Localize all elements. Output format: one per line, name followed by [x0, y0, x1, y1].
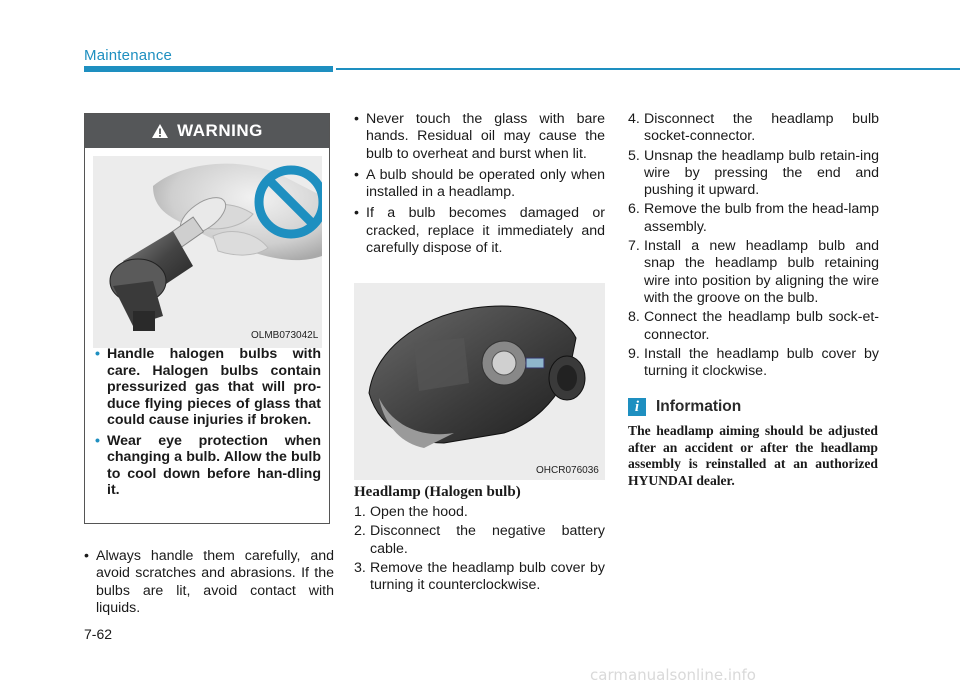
list-item: • Never touch the glass with bare hands. Residual oil may cause the bulb to overheat and burst when lit.	[354, 111, 605, 163]
warning-triangle-icon	[151, 123, 169, 139]
step-number: 9.	[628, 345, 640, 362]
watermark: carmanualsonline.info	[590, 666, 756, 684]
header-rule-thick	[84, 66, 333, 72]
step-number: 2.	[354, 523, 366, 540]
warning-image-code: OLMB073042L	[251, 330, 319, 341]
headlamp-assembly-photo	[354, 283, 605, 480]
left-bullet-list	[84, 548, 334, 621]
step-number: 8.	[628, 309, 640, 326]
step-number: 6.	[628, 201, 640, 218]
headlamp-image-code: OHCR076036	[536, 465, 599, 476]
warning-box	[84, 113, 330, 524]
list-item	[628, 148, 879, 200]
information-title: Information	[656, 398, 742, 415]
information-body: The headlamp aiming should be adjusted after an accident or after the headlamp assembly is reinstalled at an authorized HYUNDAI dealer.	[628, 423, 878, 488]
step-number: 4.	[628, 111, 640, 127]
information-heading	[628, 396, 741, 418]
middle-bullet-list	[354, 111, 605, 261]
header-rule-thin	[336, 68, 960, 70]
procedure-steps-part2	[628, 111, 879, 382]
warning-header	[85, 114, 329, 148]
step-text: Open the hood.	[370, 504, 468, 520]
list-item	[628, 201, 879, 236]
step-number: 5.	[628, 147, 640, 164]
list-item	[628, 238, 879, 307]
warning-bullet-list	[95, 346, 321, 503]
step-text: Disconnect the headlamp bulb socket-connector.	[644, 111, 879, 145]
step-text: Install the headlamp bulb cover by turning it clockwise.	[644, 345, 879, 380]
step-text: Unsnap the headlamp bulb retain-ing wire by pressing the end and pushing it upward.	[644, 147, 879, 199]
warning-bullet: • Handle halogen bulbs with care. Halogen bulbs contain pressurized gas that will pro-duce flying pieces of glass that could cause injuries if broken.	[95, 346, 321, 429]
halogen-bulb-photo	[93, 156, 322, 348]
step-text: Disconnect the negative battery cable.	[370, 523, 605, 557]
step-number: 3.	[354, 559, 366, 576]
list-item	[354, 560, 605, 595]
list-item: • If a bulb becomes damaged or cracked, replace it immediately and carefully dispose of it.	[354, 205, 605, 257]
list-item	[628, 111, 879, 146]
section-title: Maintenance	[84, 47, 173, 64]
list-item	[354, 523, 605, 558]
list-item: • A bulb should be operated only when installed in a headlamp.	[354, 167, 605, 202]
step-number: 7.	[628, 238, 640, 255]
procedure-title: Headlamp (Halogen bulb)	[354, 484, 521, 500]
step-text: Remove the headlamp bulb cover by turning it counterclockwise.	[370, 559, 605, 594]
list-item	[628, 346, 879, 381]
list-item	[628, 309, 879, 344]
step-number: 1.	[354, 504, 366, 520]
information-icon: i	[628, 398, 646, 416]
procedure-steps-part1	[354, 504, 605, 596]
list-item: • Always handle them carefully, and avoid scratches and abrasions. If the bulbs are lit, avoid contact with liquids.	[84, 548, 334, 617]
page-number: 7-62	[84, 626, 113, 642]
warning-title: WARNING	[177, 121, 263, 140]
step-text: Install a new headlamp bulb and snap the headlamp bulb retaining wire into position by aligning the wire with the groove on the bulb.	[644, 238, 879, 306]
step-text: Connect the headlamp bulb sock-et-connector.	[644, 309, 879, 343]
list-item	[354, 504, 605, 521]
step-text: Remove the bulb from the head-lamp assembly.	[644, 201, 879, 235]
warning-bullet: • Wear eye protection when changing a bulb. Allow the bulb to cool down before han-dling it.	[95, 433, 321, 499]
